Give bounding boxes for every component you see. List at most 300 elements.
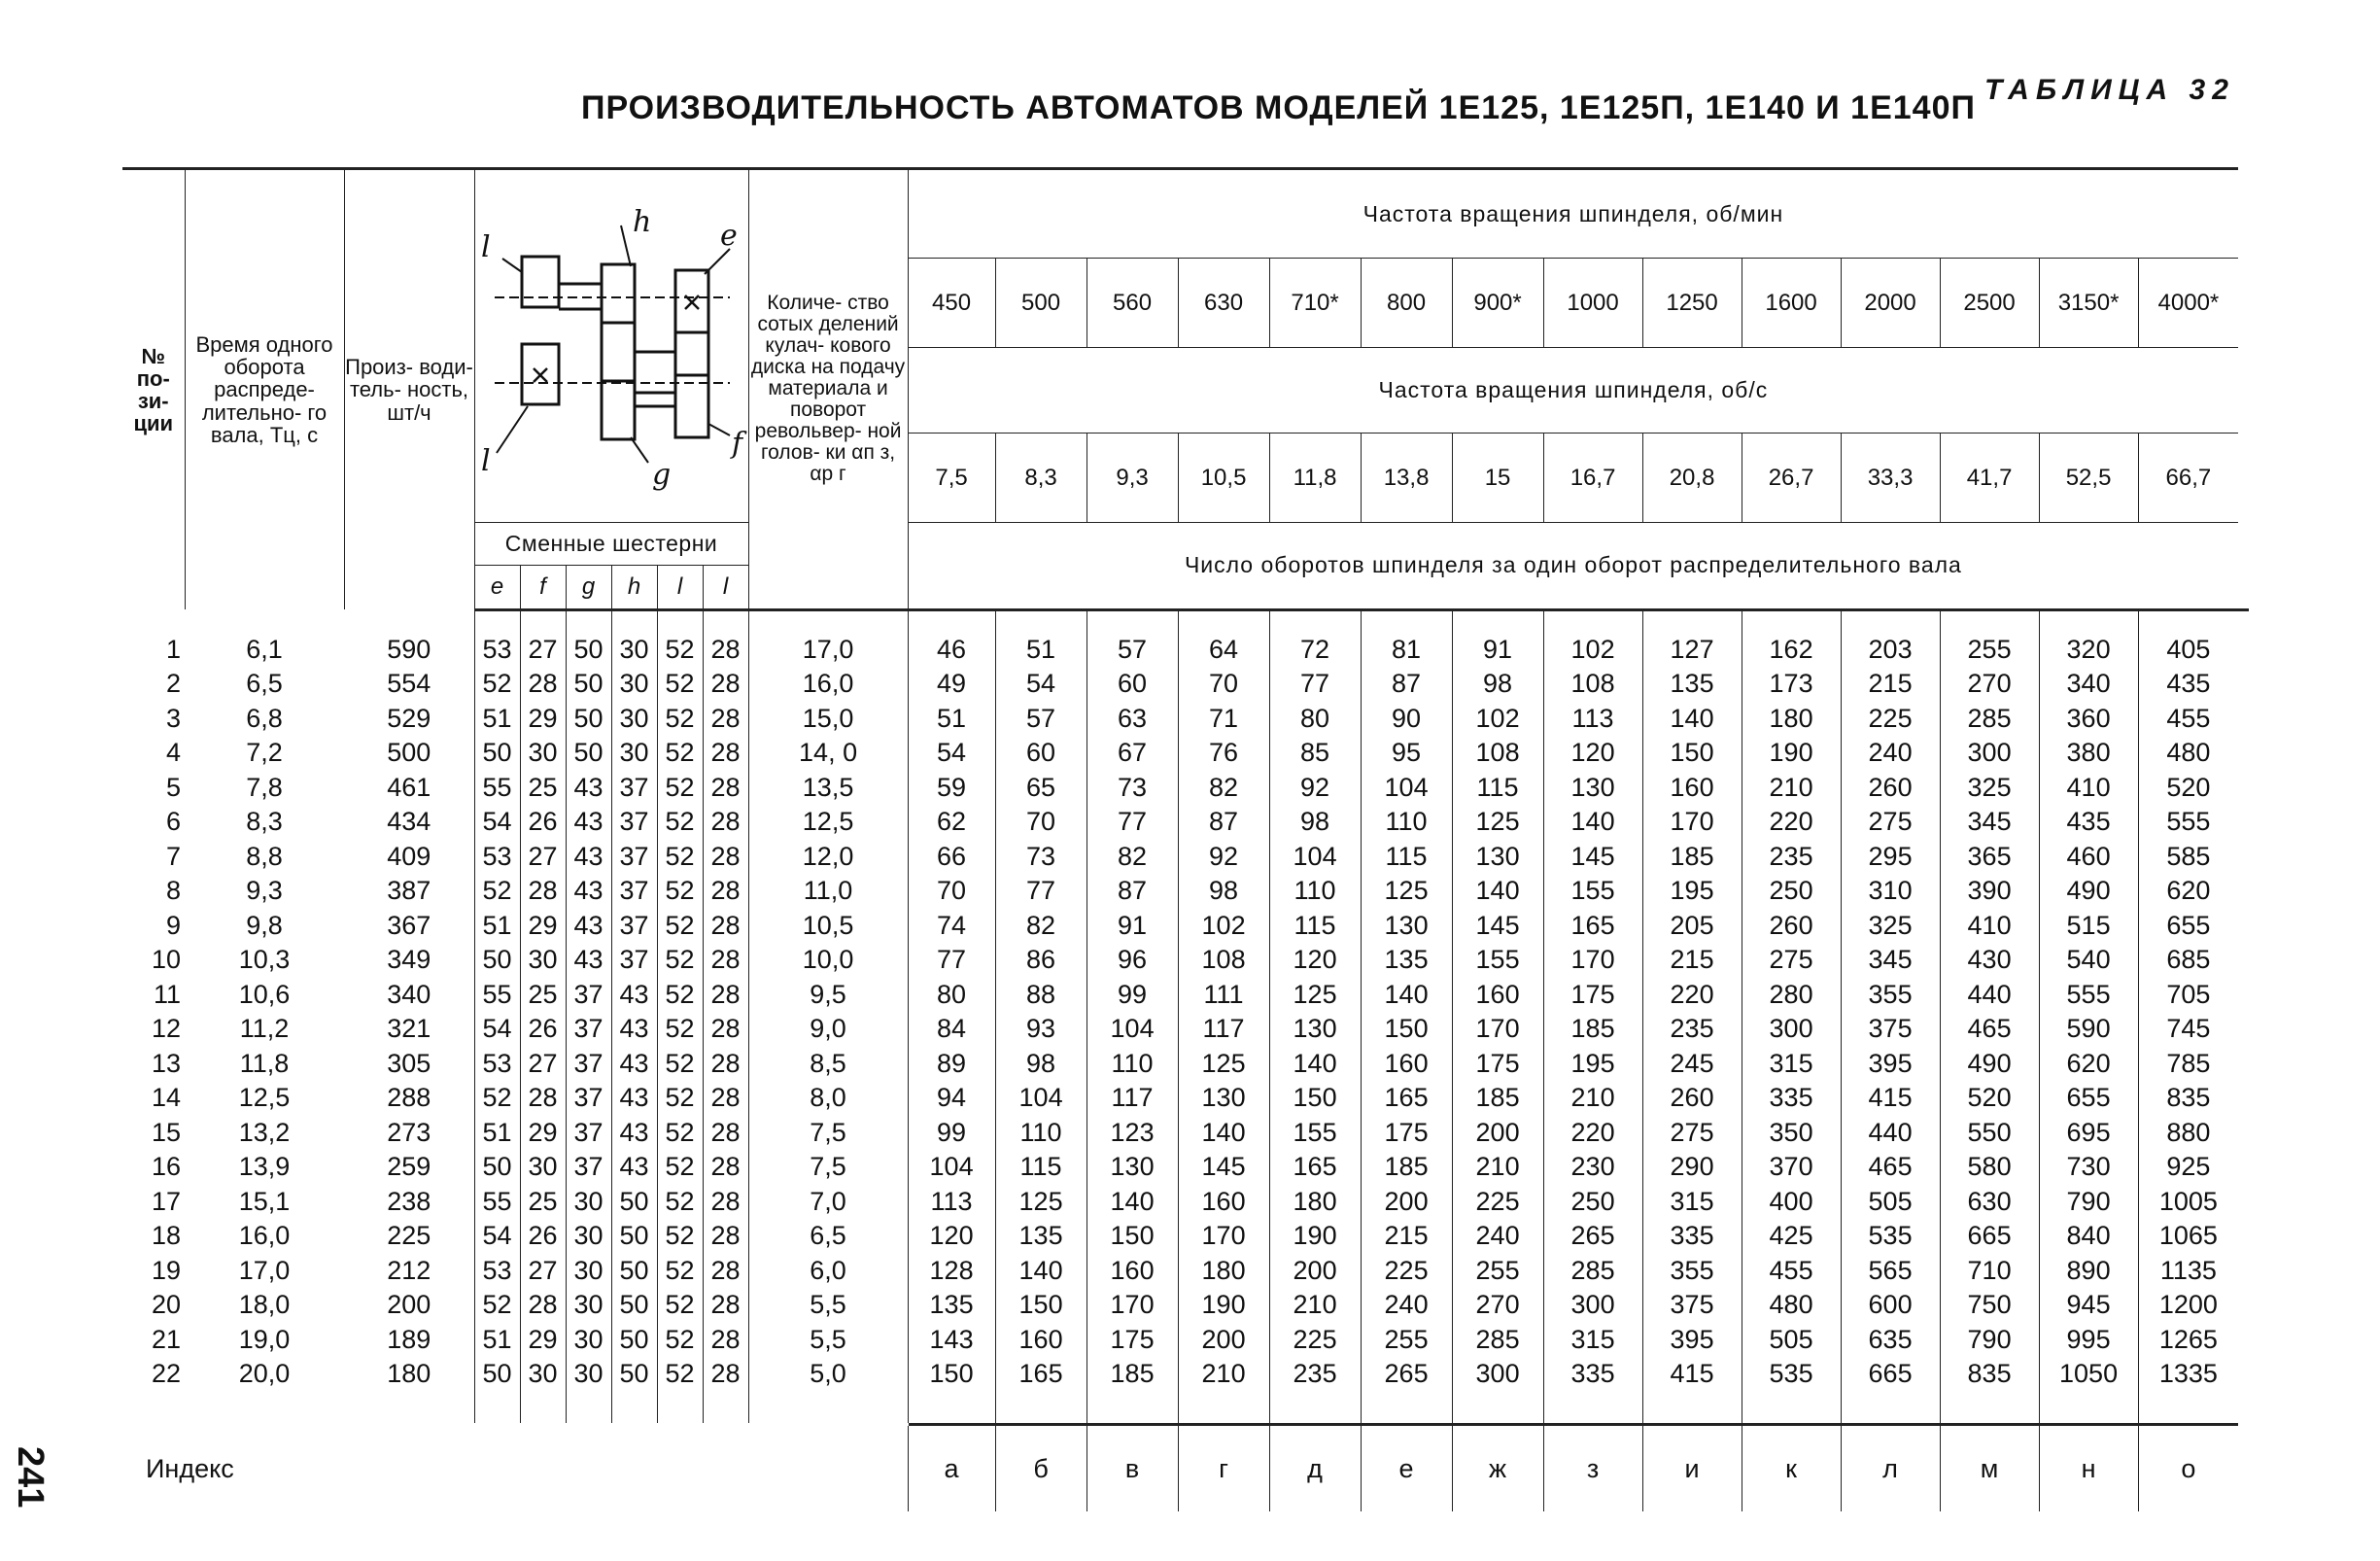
table-row xyxy=(122,1219,2249,1254)
table-row xyxy=(122,874,2249,909)
row-position: 13 xyxy=(151,1048,181,1078)
row-gear-value: 28 xyxy=(520,1081,566,1116)
row-revolutions: 185 xyxy=(1543,1012,1642,1047)
row-gear-value: 43 xyxy=(566,943,611,978)
row-productivity: 349 xyxy=(387,945,431,975)
row-gear-value: 52 xyxy=(657,1219,703,1254)
row-time: 18,0 xyxy=(238,1290,291,1320)
row-gear-value: 28 xyxy=(520,874,566,909)
row-revolutions: 63 xyxy=(1087,702,1178,737)
row-gear-value: 52 xyxy=(657,1254,703,1289)
header-gears: Сменные шестерни xyxy=(474,523,748,566)
index-letter: д xyxy=(1269,1425,1361,1512)
table-row xyxy=(122,1254,2249,1289)
row-gear-value: 30 xyxy=(566,1254,611,1289)
row-revolutions: 91 xyxy=(1452,633,1543,668)
row-revolutions: 295 xyxy=(1841,840,1940,875)
row-revolutions: 87 xyxy=(1087,874,1178,909)
row-revolutions: 245 xyxy=(1642,1047,1742,1082)
row-gear-value: 43 xyxy=(566,909,611,944)
row-count: 5,0 xyxy=(748,1357,908,1392)
index-letter: о xyxy=(2138,1425,2238,1512)
row-revolutions: 82 xyxy=(1178,771,1269,806)
row-revolutions: 170 xyxy=(1452,1012,1543,1047)
row-gear-value: 28 xyxy=(703,736,748,771)
row-revolutions: 220 xyxy=(1742,805,1841,840)
row-gear-value: 30 xyxy=(566,1288,611,1323)
row-gear-value: 52 xyxy=(474,1288,520,1323)
row-revolutions: 135 xyxy=(1642,667,1742,702)
row-revolutions: 410 xyxy=(1940,909,2039,944)
row-revolutions: 88 xyxy=(995,978,1087,1013)
row-gear-value: 55 xyxy=(474,771,520,806)
row-revolutions: 260 xyxy=(1642,1081,1742,1116)
row-revolutions: 180 xyxy=(1178,1254,1269,1289)
table-row xyxy=(122,736,2249,771)
row-revolutions: 210 xyxy=(1178,1357,1269,1392)
row-revolutions: 1135 xyxy=(2138,1254,2238,1289)
row-gear-value: 52 xyxy=(657,633,703,668)
header-freq-rps: Частота вращения шпинделя, об/с xyxy=(908,348,2238,434)
table-row xyxy=(122,943,2249,978)
row-time: 11,2 xyxy=(239,1014,290,1044)
row-position: 10 xyxy=(151,945,181,975)
row-revolutions: 300 xyxy=(1940,736,2039,771)
row-gear-value: 28 xyxy=(703,943,748,978)
row-position: 3 xyxy=(165,703,181,733)
row-time: 15,1 xyxy=(238,1186,291,1216)
row-gear-value: 30 xyxy=(611,736,657,771)
table-row xyxy=(122,1012,2249,1047)
row-count: 10,0 xyxy=(748,943,908,978)
row-count: 13,5 xyxy=(748,771,908,806)
row-gear-value: 28 xyxy=(520,1288,566,1323)
row-revolutions: 205 xyxy=(1642,909,1742,944)
row-gear-value: 29 xyxy=(520,909,566,944)
row-gear-value: 26 xyxy=(520,1012,566,1047)
row-revolutions: 99 xyxy=(908,1116,995,1151)
row-gear-value: 30 xyxy=(566,1323,611,1358)
index-letter: з xyxy=(1543,1425,1642,1512)
row-gear-value: 37 xyxy=(611,771,657,806)
row-count: 7,5 xyxy=(748,1150,908,1185)
table-row xyxy=(122,1185,2249,1220)
row-revolutions: 435 xyxy=(2138,667,2238,702)
rpm-cell: 4000* xyxy=(2138,259,2238,348)
productivity-table xyxy=(122,167,2249,1511)
row-revolutions: 580 xyxy=(1940,1150,2039,1185)
row-gear-value: 28 xyxy=(703,805,748,840)
diagram-label-l-bottom: l xyxy=(480,443,491,478)
row-time: 10,3 xyxy=(238,945,291,975)
row-revolutions: 140 xyxy=(1087,1185,1178,1220)
row-revolutions: 225 xyxy=(1841,702,1940,737)
row-revolutions: 173 xyxy=(1742,667,1841,702)
row-gear-value: 52 xyxy=(657,909,703,944)
rps-cell: 8,3 xyxy=(995,434,1087,523)
row-revolutions: 215 xyxy=(1841,667,1940,702)
row-revolutions: 260 xyxy=(1742,909,1841,944)
row-revolutions: 655 xyxy=(2039,1081,2138,1116)
row-revolutions: 203 xyxy=(1841,633,1940,668)
row-gear-value: 53 xyxy=(474,1254,520,1289)
row-revolutions: 785 xyxy=(2138,1047,2238,1082)
row-revolutions: 195 xyxy=(1642,874,1742,909)
row-gear-value: 50 xyxy=(611,1254,657,1289)
row-revolutions: 505 xyxy=(1742,1323,1841,1358)
row-revolutions: 70 xyxy=(908,874,995,909)
row-productivity: 434 xyxy=(387,807,431,837)
row-revolutions: 130 xyxy=(1269,1012,1361,1047)
row-revolutions: 355 xyxy=(1642,1254,1742,1289)
rpm-cell: 2000 xyxy=(1841,259,1940,348)
row-revolutions: 835 xyxy=(2138,1081,2238,1116)
row-gear-value: 43 xyxy=(566,805,611,840)
row-revolutions: 104 xyxy=(1087,1012,1178,1047)
row-gear-value: 43 xyxy=(611,1150,657,1185)
row-revolutions: 835 xyxy=(1940,1357,2039,1392)
row-revolutions: 300 xyxy=(1543,1288,1642,1323)
diagram-label-g: g xyxy=(651,457,671,492)
row-gear-value: 54 xyxy=(474,1012,520,1047)
row-revolutions: 89 xyxy=(908,1047,995,1082)
row-gear-value: 37 xyxy=(611,874,657,909)
row-revolutions: 185 xyxy=(1361,1150,1452,1185)
row-gear-value: 28 xyxy=(703,702,748,737)
gear-letter: f xyxy=(520,566,566,608)
row-gear-value: 52 xyxy=(657,1185,703,1220)
row-revolutions: 925 xyxy=(2138,1150,2238,1185)
row-count: 14, 0 xyxy=(748,736,908,771)
row-revolutions: 270 xyxy=(1452,1288,1543,1323)
row-revolutions: 117 xyxy=(1178,1012,1269,1047)
row-revolutions: 620 xyxy=(2039,1047,2138,1082)
row-revolutions: 140 xyxy=(1269,1047,1361,1082)
row-gear-value: 50 xyxy=(566,702,611,737)
row-gear-value: 28 xyxy=(703,840,748,875)
row-count: 17,0 xyxy=(748,633,908,668)
row-gear-value: 28 xyxy=(703,1012,748,1047)
row-gear-value: 25 xyxy=(520,978,566,1013)
table-row xyxy=(122,702,2249,737)
row-revolutions: 480 xyxy=(2138,736,2238,771)
row-revolutions: 890 xyxy=(2039,1254,2138,1289)
row-gear-value: 51 xyxy=(474,1116,520,1151)
row-revolutions: 705 xyxy=(2138,978,2238,1013)
row-revolutions: 150 xyxy=(995,1288,1087,1323)
gear-block-f xyxy=(675,375,708,437)
row-gear-value: 52 xyxy=(657,1012,703,1047)
row-revolutions: 790 xyxy=(2039,1185,2138,1220)
row-revolutions: 104 xyxy=(1269,840,1361,875)
row-gear-value: 52 xyxy=(657,1116,703,1151)
row-count: 8,0 xyxy=(748,1081,908,1116)
row-revolutions: 123 xyxy=(1087,1116,1178,1151)
rpm-cell: 500 xyxy=(995,259,1087,348)
row-revolutions: 54 xyxy=(908,736,995,771)
row-gear-value: 43 xyxy=(566,874,611,909)
row-revolutions: 285 xyxy=(1543,1254,1642,1289)
row-gear-value: 43 xyxy=(611,978,657,1013)
row-revolutions: 175 xyxy=(1361,1116,1452,1151)
header-count: Количе- ство сотых делений кулач- кового диска на подачу материала и поворот револьвер- ной голов- ки αп з, αр г xyxy=(748,169,908,610)
rps-cell: 52,5 xyxy=(2039,434,2138,523)
row-gear-value: 28 xyxy=(703,1150,748,1185)
index-letter: к xyxy=(1742,1425,1841,1512)
row-revolutions: 190 xyxy=(1178,1288,1269,1323)
rpm-cell: 1250 xyxy=(1642,259,1742,348)
index-letter: м xyxy=(1940,1425,2039,1512)
row-position: 14 xyxy=(151,1083,181,1113)
row-revolutions: 59 xyxy=(908,771,995,806)
row-gear-value: 28 xyxy=(703,1185,748,1220)
row-productivity: 590 xyxy=(387,634,431,664)
row-revolutions: 315 xyxy=(1742,1047,1841,1082)
row-revolutions: 490 xyxy=(1940,1047,2039,1082)
row-time: 7,8 xyxy=(246,772,283,802)
row-revolutions: 108 xyxy=(1452,736,1543,771)
row-revolutions: 320 xyxy=(2039,633,2138,668)
row-gear-value: 52 xyxy=(657,771,703,806)
row-revolutions: 225 xyxy=(1269,1323,1361,1358)
row-gear-value: 37 xyxy=(566,1012,611,1047)
index-letter: а xyxy=(908,1425,995,1512)
rpm-cell: 800 xyxy=(1361,259,1452,348)
row-revolutions: 200 xyxy=(1269,1254,1361,1289)
gear-diagram-cell xyxy=(474,169,748,523)
row-revolutions: 77 xyxy=(1087,805,1178,840)
row-revolutions: 250 xyxy=(1742,874,1841,909)
row-revolutions: 155 xyxy=(1452,943,1543,978)
row-gear-value: 30 xyxy=(520,1150,566,1185)
row-revolutions: 340 xyxy=(2039,667,2138,702)
row-revolutions: 92 xyxy=(1269,771,1361,806)
row-productivity: 554 xyxy=(387,669,431,699)
row-revolutions: 65 xyxy=(995,771,1087,806)
gear-block-h-lower xyxy=(602,323,635,381)
row-position: 12 xyxy=(151,1014,181,1044)
row-revolutions: 120 xyxy=(1543,736,1642,771)
gear-train-diagram xyxy=(475,181,749,507)
row-position: 6 xyxy=(165,807,181,837)
table-row xyxy=(122,840,2249,875)
row-revolutions: 98 xyxy=(1178,874,1269,909)
row-revolutions: 275 xyxy=(1841,805,1940,840)
row-revolutions: 70 xyxy=(995,805,1087,840)
rps-cell: 9,3 xyxy=(1087,434,1178,523)
gear-letter: g xyxy=(566,566,611,608)
row-revolutions: 285 xyxy=(1452,1323,1543,1358)
row-revolutions: 104 xyxy=(1361,771,1452,806)
row-revolutions: 60 xyxy=(1087,667,1178,702)
row-revolutions: 535 xyxy=(1742,1357,1841,1392)
row-revolutions: 190 xyxy=(1742,736,1841,771)
row-revolutions: 225 xyxy=(1361,1254,1452,1289)
row-count: 7,5 xyxy=(748,1116,908,1151)
table-row xyxy=(122,633,2249,668)
row-revolutions: 125 xyxy=(995,1185,1087,1220)
row-revolutions: 125 xyxy=(1452,805,1543,840)
row-revolutions: 99 xyxy=(1087,978,1178,1013)
row-revolutions: 745 xyxy=(2138,1012,2238,1047)
row-revolutions: 62 xyxy=(908,805,995,840)
row-revolutions: 85 xyxy=(1269,736,1361,771)
row-revolutions: 995 xyxy=(2039,1323,2138,1358)
row-revolutions: 140 xyxy=(1452,874,1543,909)
row-gear-value: 50 xyxy=(566,633,611,668)
row-revolutions: 315 xyxy=(1543,1323,1642,1358)
row-revolutions: 49 xyxy=(908,667,995,702)
row-revolutions: 685 xyxy=(2138,943,2238,978)
row-revolutions: 102 xyxy=(1178,909,1269,944)
row-revolutions: 325 xyxy=(1940,771,2039,806)
row-count: 11,0 xyxy=(748,874,908,909)
row-revolutions: 535 xyxy=(1841,1219,1940,1254)
row-revolutions: 81 xyxy=(1361,633,1452,668)
row-revolutions: 135 xyxy=(908,1288,995,1323)
row-gear-value: 50 xyxy=(566,667,611,702)
row-revolutions: 140 xyxy=(995,1254,1087,1289)
row-revolutions: 96 xyxy=(1087,943,1178,978)
row-revolutions: 155 xyxy=(1543,874,1642,909)
row-revolutions: 160 xyxy=(1087,1254,1178,1289)
row-revolutions: 400 xyxy=(1742,1185,1841,1220)
row-gear-value: 50 xyxy=(474,736,520,771)
row-revolutions: 155 xyxy=(1269,1116,1361,1151)
row-position: 2 xyxy=(165,669,181,699)
row-revolutions: 840 xyxy=(2039,1219,2138,1254)
row-revolutions: 145 xyxy=(1452,909,1543,944)
row-time: 20,0 xyxy=(238,1359,291,1389)
row-gear-value: 30 xyxy=(611,702,657,737)
row-position: 8 xyxy=(165,876,181,906)
row-revolutions: 255 xyxy=(1361,1323,1452,1358)
row-gear-value: 27 xyxy=(520,633,566,668)
row-revolutions: 57 xyxy=(1087,633,1178,668)
table-title: ПРОИЗВОДИТЕЛЬНОСТЬ АВТОМАТОВ МОДЕЛЕЙ 1Е125, 1Е125П, 1Е140 И 1Е140П xyxy=(581,89,1976,126)
row-gear-value: 52 xyxy=(657,1357,703,1392)
row-revolutions: 600 xyxy=(1841,1288,1940,1323)
index-letter: в xyxy=(1087,1425,1178,1512)
row-count: 12,5 xyxy=(748,805,908,840)
row-revolutions: 150 xyxy=(908,1357,995,1392)
gear-letter: h xyxy=(611,566,657,608)
row-revolutions: 375 xyxy=(1841,1012,1940,1047)
row-revolutions: 140 xyxy=(1543,805,1642,840)
row-gear-value: 37 xyxy=(566,1081,611,1116)
row-revolutions: 60 xyxy=(995,736,1087,771)
row-revolutions: 73 xyxy=(995,840,1087,875)
row-revolutions: 200 xyxy=(1361,1185,1452,1220)
row-gear-value: 52 xyxy=(474,667,520,702)
row-revolutions: 455 xyxy=(2138,702,2238,737)
row-time: 12,5 xyxy=(238,1083,291,1113)
row-revolutions: 72 xyxy=(1269,633,1361,668)
row-time: 10,6 xyxy=(238,979,291,1009)
row-revolutions: 70 xyxy=(1178,667,1269,702)
row-gear-value: 30 xyxy=(611,667,657,702)
row-revolutions: 585 xyxy=(2138,840,2238,875)
row-revolutions: 1265 xyxy=(2138,1323,2238,1358)
row-time: 16,0 xyxy=(238,1221,291,1251)
diagram-label-l-top: l xyxy=(480,229,491,264)
row-revolutions: 880 xyxy=(2138,1116,2238,1151)
row-revolutions: 215 xyxy=(1642,943,1742,978)
row-revolutions: 665 xyxy=(1841,1357,1940,1392)
diagram-label-e: e xyxy=(719,218,738,253)
row-revolutions: 260 xyxy=(1841,771,1940,806)
row-revolutions: 355 xyxy=(1841,978,1940,1013)
row-gear-value: 28 xyxy=(703,1357,748,1392)
row-gear-value: 29 xyxy=(520,1323,566,1358)
row-revolutions: 200 xyxy=(1178,1323,1269,1358)
row-position: 15 xyxy=(151,1117,181,1147)
row-revolutions: 87 xyxy=(1361,667,1452,702)
row-revolutions: 135 xyxy=(995,1219,1087,1254)
row-revolutions: 150 xyxy=(1087,1219,1178,1254)
index-letter: и xyxy=(1642,1425,1742,1512)
row-revolutions: 145 xyxy=(1543,840,1642,875)
row-count: 7,0 xyxy=(748,1185,908,1220)
row-revolutions: 66 xyxy=(908,840,995,875)
index-letter: л xyxy=(1841,1425,1940,1512)
row-revolutions: 565 xyxy=(1841,1254,1940,1289)
row-gear-value: 50 xyxy=(474,1357,520,1392)
row-revolutions: 150 xyxy=(1642,736,1742,771)
row-revolutions: 515 xyxy=(2039,909,2138,944)
gear-letter: l xyxy=(657,566,703,608)
row-time: 7,2 xyxy=(246,738,283,768)
row-revolutions: 350 xyxy=(1742,1116,1841,1151)
row-productivity: 212 xyxy=(387,1255,431,1285)
row-revolutions: 162 xyxy=(1742,633,1841,668)
row-revolutions: 335 xyxy=(1543,1357,1642,1392)
row-productivity: 529 xyxy=(387,703,431,733)
row-revolutions: 175 xyxy=(1087,1323,1178,1358)
row-revolutions: 365 xyxy=(1940,840,2039,875)
row-revolutions: 220 xyxy=(1642,978,1742,1013)
row-gear-value: 30 xyxy=(520,736,566,771)
row-revolutions: 170 xyxy=(1178,1219,1269,1254)
row-revolutions: 360 xyxy=(2039,702,2138,737)
row-gear-value: 37 xyxy=(566,1150,611,1185)
row-gear-value: 25 xyxy=(520,771,566,806)
row-revolutions: 73 xyxy=(1087,771,1178,806)
table-row xyxy=(122,1150,2249,1185)
row-revolutions: 128 xyxy=(908,1254,995,1289)
row-revolutions: 265 xyxy=(1361,1357,1452,1392)
row-count: 8,5 xyxy=(748,1047,908,1082)
row-revolutions: 130 xyxy=(1361,909,1452,944)
row-revolutions: 480 xyxy=(1742,1288,1841,1323)
row-position: 9 xyxy=(165,910,181,940)
row-revolutions: 115 xyxy=(1361,840,1452,875)
rps-cell: 13,8 xyxy=(1361,434,1452,523)
row-revolutions: 170 xyxy=(1087,1288,1178,1323)
row-time: 13,9 xyxy=(238,1152,291,1182)
row-revolutions: 67 xyxy=(1087,736,1178,771)
row-gear-value: 28 xyxy=(703,1288,748,1323)
row-revolutions: 695 xyxy=(2039,1116,2138,1151)
row-time: 8,3 xyxy=(246,807,283,837)
row-gear-value: 28 xyxy=(520,667,566,702)
row-productivity: 259 xyxy=(387,1152,431,1182)
row-revolutions: 170 xyxy=(1543,943,1642,978)
row-gear-value: 52 xyxy=(657,1150,703,1185)
row-revolutions: 140 xyxy=(1178,1116,1269,1151)
row-revolutions: 235 xyxy=(1642,1012,1742,1047)
row-gear-value: 37 xyxy=(566,1116,611,1151)
